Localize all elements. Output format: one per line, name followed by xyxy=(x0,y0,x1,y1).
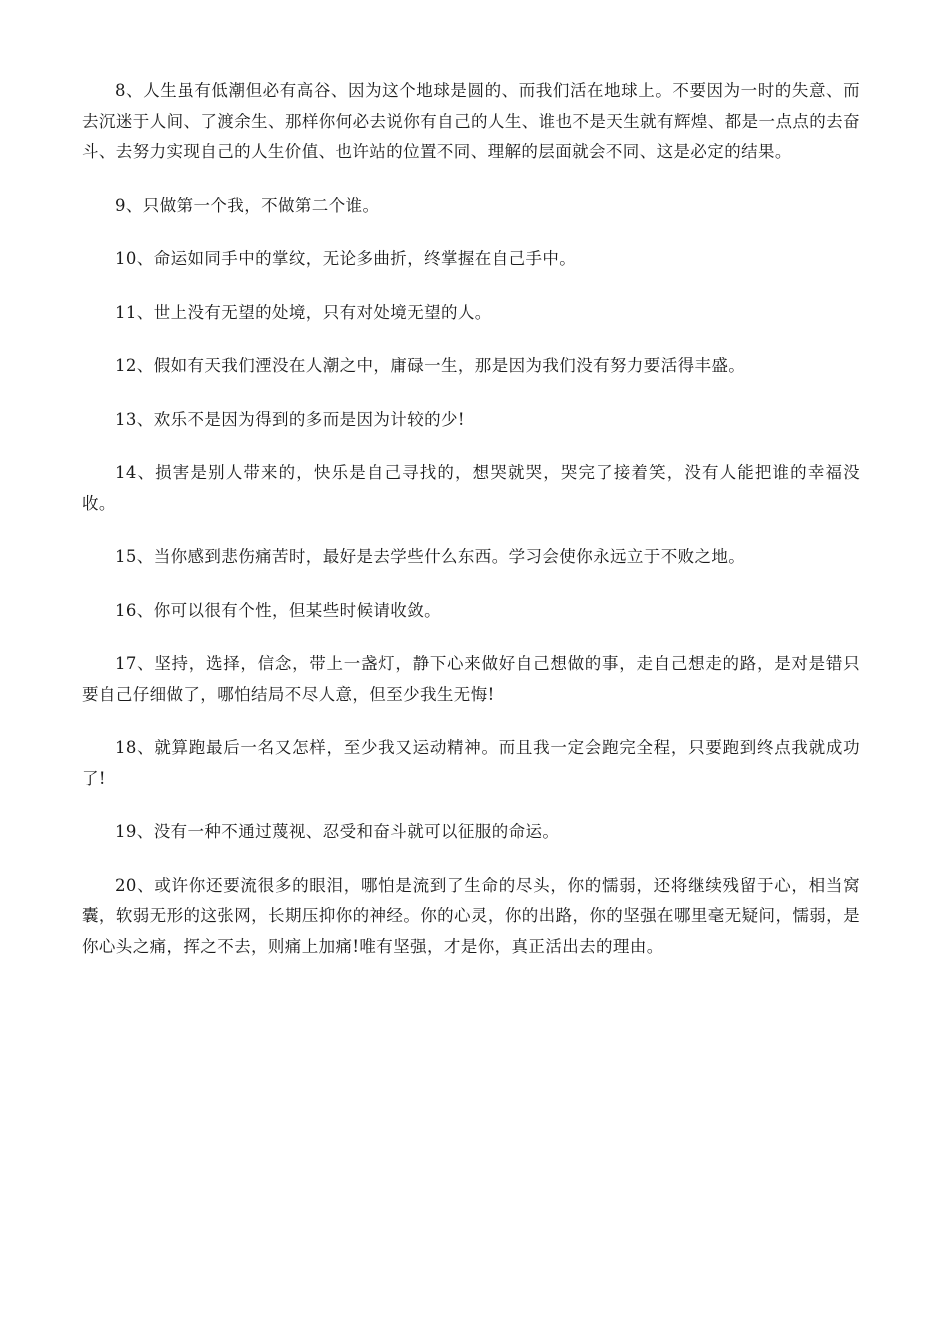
paragraph-15: 15、当你感到悲伤痛苦时，最好是去学些什么东西。学习会使你永远立于不败之地。 xyxy=(115,547,746,566)
paragraph-8: 8、人生虽有低潮但必有高谷、因为这个地球是圆的、而我们活在地球上。不要因为一时的失意、而去沉迷于人间、了渡余生、那样你何必去说你有自己的人生、谁也不是天生就有辉煌、都是一点点的去奋斗、去努力实现自己的人生价值、也许站的位置不同、理解的层面就会不同、这是必定的结果。 xyxy=(82,81,860,161)
paragraph-12: 12、假如有天我们湮没在人潮之中，庸碌一生，那是因为我们没有努力要活得丰盛。 xyxy=(115,356,746,375)
paragraph-10: 10、命运如同手中的掌纹，无论多曲折，终掌握在自己手中。 xyxy=(115,249,577,268)
paragraph-11: 11、世上没有无望的处境，只有对处境无望的人。 xyxy=(115,302,492,322)
paragraph-20: 20、或许你还要流很多的眼泪，哪怕是流到了生命的尽头，你的懦弱，还将继续残留于心，相当窝囊，软弱无形的这张网，长期压抑你的神经。你的心灵，你的出路，你的坚强在哪里毫无疑问，懦弱，是你心头之痛，挥之不去，则痛上加痛!唯有坚强，才是你，真正活出去的理由。 xyxy=(82,875,860,956)
paragraph-19: 19、没有一种不通过蔑视、忍受和奋斗就可以征服的命运。 xyxy=(115,822,560,841)
paragraph-9: 9、只做第一个我，不做第二个谁。 xyxy=(115,195,380,215)
document-body xyxy=(82,76,860,985)
paragraph-18: 18、就算跑最后一名又怎样，至少我又运动精神。而且我一定会跑完全程，只要跑到终点我就成功了! xyxy=(82,738,860,788)
paragraph-17: 17、坚持，选择，信念，带上一盏灯，静下心来做好自己想做的事，走自己想走的路，是对是错只要自己仔细做了，哪怕结局不尽人意，但至少我生无悔! xyxy=(82,654,860,704)
paragraph-14: 14、损害是别人带来的，快乐是自己寻找的，想哭就哭，哭完了接着笑，没有人能把谁的幸福没收。 xyxy=(82,463,860,513)
paragraph-16: 16、你可以很有个性，但某些时候请收敛。 xyxy=(115,600,441,620)
paragraph-13: 13、欢乐不是因为得到的多而是因为计较的少! xyxy=(115,409,465,429)
